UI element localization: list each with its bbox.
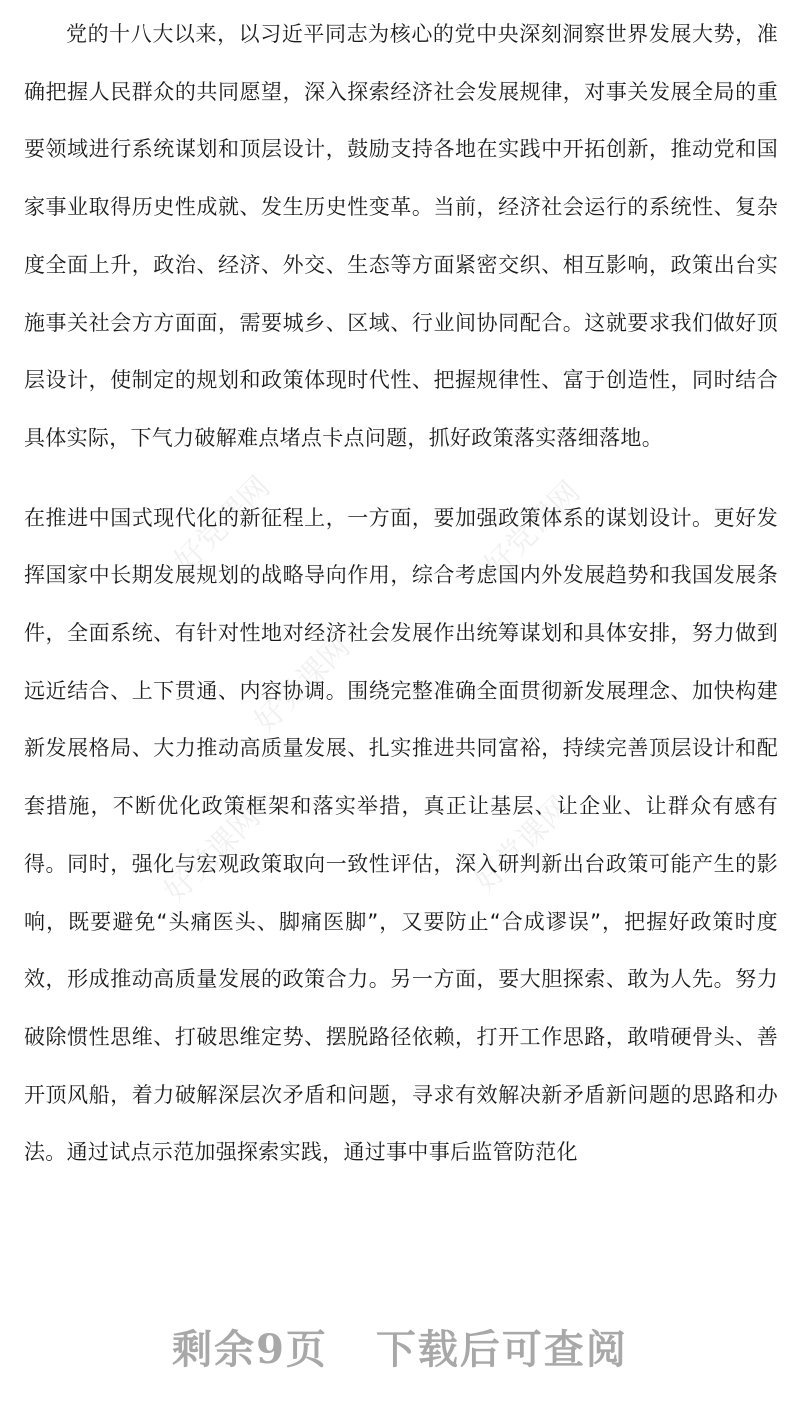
paragraph-1: 党的十八大以来，以习近平同志为核心的党中央深刻洞察世界发展大势，准确把握人民群众的共同愿望，深入探索经济社会发展规律，对事关发展全局的重要领域进行系统谋划和顶层设计，鼓励支持各地在实践中开拓创新，推动党和国家事业取得历史性成就、发生历史性变革。当前，经济社会运行的系统性、复杂度全面上升，政治、经济、外交、生态等方面紧密交织、相互影响，政策出台实施事关社会方方面面，需要城乡、区域、行业间协同配合。这就要求我们做好顶层设计，使制定的规划和政策体现时代性、把握规律性、富于创造性，同时结合具体实际，下气力破解难点堵点卡点问题，抓好政策落实落细落地。	[24, 22, 778, 450]
remaining-pages-label: 剩余9页	[172, 1325, 328, 1373]
download-banner[interactable]	[0, 1316, 800, 1376]
download-hint-label: 下载后可查阅	[375, 1325, 628, 1373]
watermark: 好党课网	[157, 799, 268, 910]
article-body	[24, 6, 778, 1182]
watermark: 好党课网	[467, 789, 578, 900]
watermark: 好党课网	[477, 474, 588, 585]
watermark: 好党课网	[247, 629, 358, 740]
watermark: 好党课网	[167, 469, 278, 580]
paragraph-2: 在推进中国式现代化的新征程上，一方面，要加强政策体系的谋划设计。更好发挥国家中长期发展规划的战略导向作用，综合考虑国内外发展趋势和我国发展条件，全面系统、有针对性地对经济社会发展作出统筹谋划和具体安排，努力做到远近结合、上下贯通、内容协调。围绕完整准确全面贯彻新发展理念、加快构建新发展格局、大力推动高质量发展、扎实推进共同富裕，持续完善顶层设计和配套措施，不断优化政策框架和落实举措，真正让基层、让企业、让群众有感有得。同时，强化与宏观政策取向一致性评估，深入研判新出台政策可能产生的影响，既要避免“头痛医头、脚痛医脚”，又要防止“合成谬误”，把握好政策时度效，形成推动高质量发展的政策合力。另一方面，要大胆探索、敢为人先。努力破除惯性思维、打破思维定势、摆脱路径依赖，打开工作思路，敢啃硬骨头、善开顶风船，着力破解深层次矛盾和问题，寻求有效解决新矛盾新问题的思路和办法。通过试点示范加强探索实践，通过事中事后监管防范化	[24, 505, 778, 1165]
